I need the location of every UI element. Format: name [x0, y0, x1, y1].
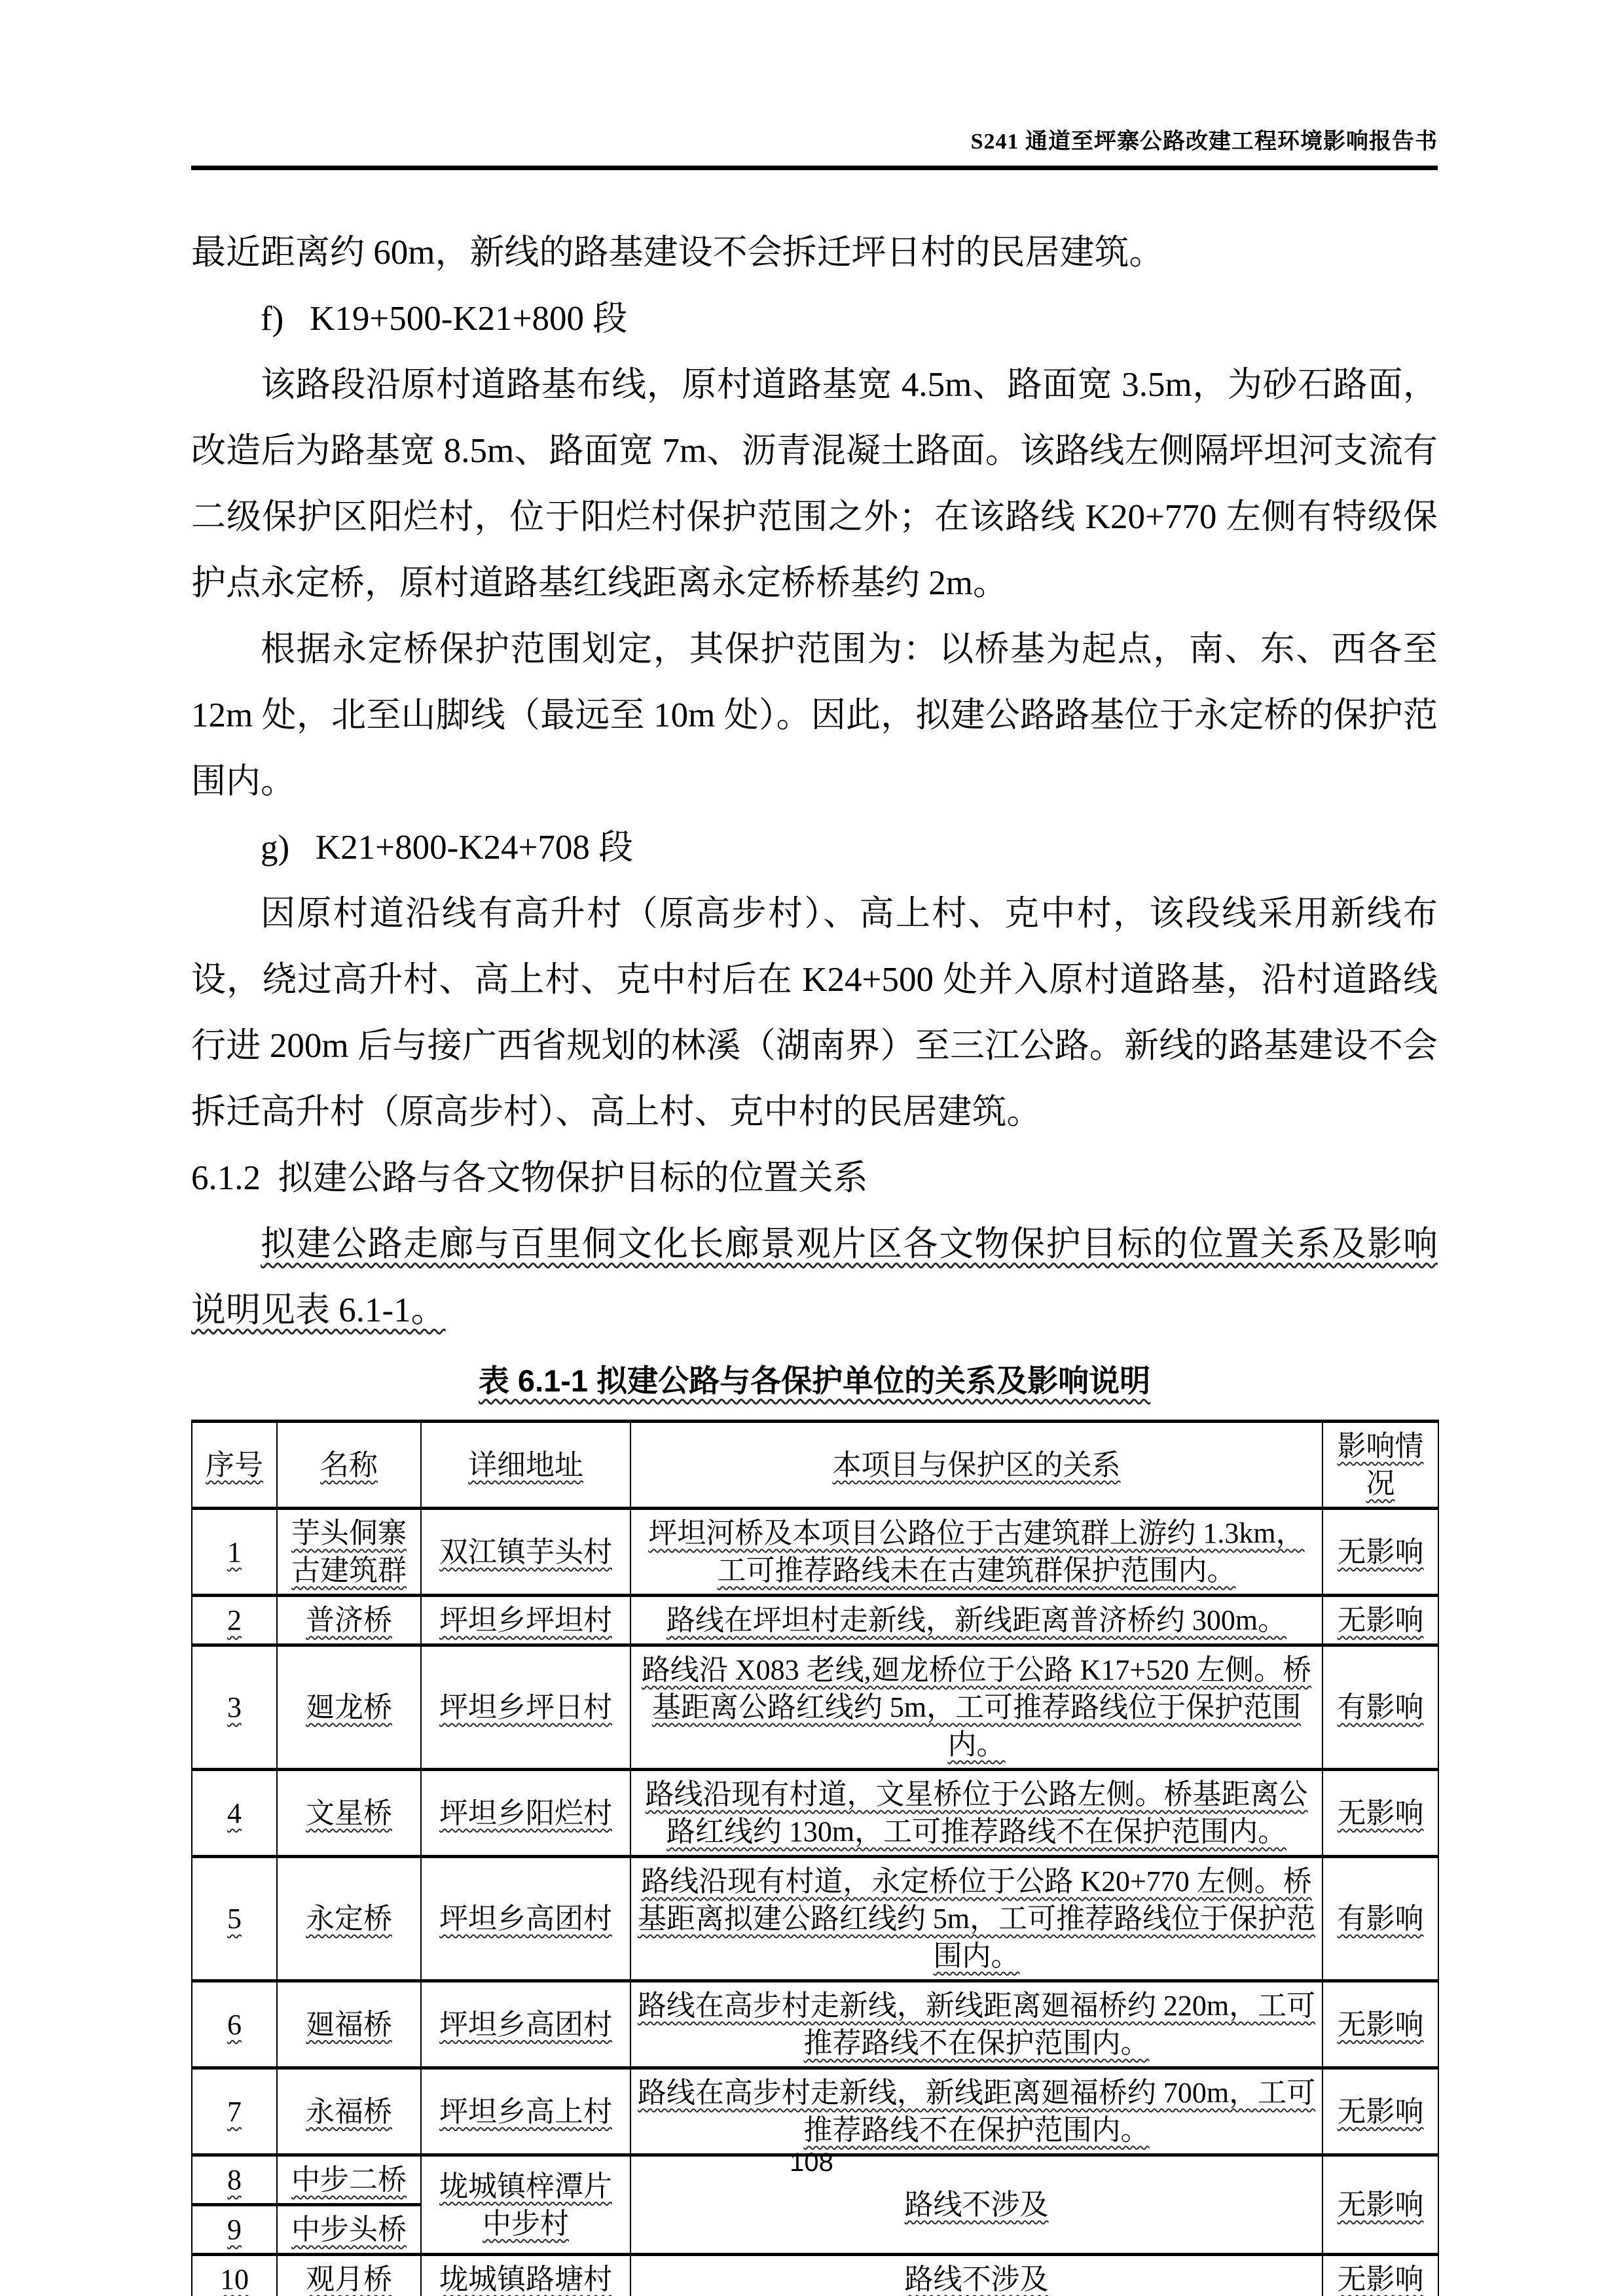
paragraph-yongding-bridge: 根据永定桥保护范围划定，其保护范围为：以桥基为起点，南、东、西各至 12m 处，北至山脚线（最远至 10m 处）。因此，拟建公路路基位于永定桥的保护范围内。 — [191, 630, 1438, 800]
section-heading-6-1-2: 6.1.2 拟建公路与各文物保护目标的位置关系 — [191, 1159, 868, 1197]
cell-no: 8 — [192, 2155, 277, 2205]
column-header-no: 序号 — [192, 1422, 277, 1509]
paragraph-table-intro: 拟建公路走廊与百里侗文化长廊景观片区各文物保护目标的位置关系及影响说明见表 6.1-1。 — [191, 1225, 1438, 1329]
cell-name: 永定桥 — [277, 1857, 421, 1981]
table-row — [192, 2255, 1438, 2296]
cell-impact: 无影响 — [1322, 1770, 1438, 1857]
column-header-impact: 影响情况 — [1322, 1422, 1438, 1509]
cell-relation: 路线沿现有村道，文星桥位于公路左侧。桥基距离公路红线约 130m，工可推荐路线不在保护范围内。 — [630, 1770, 1322, 1857]
cell-impact: 无影响 — [1322, 2255, 1438, 2296]
table-row — [192, 1645, 1438, 1770]
cell-name: 廻龙桥 — [277, 1645, 421, 1770]
cell-address: 坪坦乡坪日村 — [421, 1645, 630, 1770]
cell-address-merged: 垅城镇梓潭片中步村 — [421, 2155, 630, 2255]
running-header — [191, 123, 1438, 170]
cell-no: 10 — [192, 2255, 277, 2296]
cell-relation: 路线不涉及 — [630, 2255, 1322, 2296]
cell-name: 芋头侗寨古建筑群 — [277, 1509, 421, 1596]
table-row — [192, 2068, 1438, 2155]
cell-relation: 坪坦河桥及本项目公路位于古建筑群上游约 1.3km，工可推荐路线未在古建筑群保护范围内。 — [630, 1509, 1322, 1596]
cell-impact: 无影响 — [1322, 1596, 1438, 1645]
page-number: 108 — [790, 2148, 833, 2177]
column-header-name: 名称 — [277, 1422, 421, 1509]
table-row — [192, 1596, 1438, 1645]
cell-name: 廻福桥 — [277, 1981, 421, 2068]
cell-no: 9 — [192, 2205, 277, 2255]
table-header-row — [192, 1422, 1438, 1509]
cell-impact-merged: 无影响 — [1322, 2155, 1438, 2255]
cell-no: 2 — [192, 1596, 277, 1645]
cell-no: 4 — [192, 1770, 277, 1857]
table-row — [192, 1509, 1438, 1596]
cell-no: 1 — [192, 1509, 277, 1596]
cell-address: 坪坦乡阳烂村 — [421, 1770, 630, 1857]
cell-relation: 路线沿现有村道，永定桥位于公路 K20+770 左侧。桥基距离拟建公路红线约 5m，工可推荐路线位于保护范围内。 — [630, 1857, 1322, 1981]
cell-impact: 有影响 — [1322, 1645, 1438, 1770]
paragraph-section-f: 该路段沿原村道路基布线，原村道路基宽 4.5m、路面宽 3.5m，为砂石路面，改造后为路基宽 8.5m、路面宽 7m、沥青混凝土路面。该路线左侧隔坪坦河支流有二级保护区阳烂村，位于阳烂村保护范围之外；在该路线 K20+770 左侧有特级保护点永定桥，原村道路基红线距离永定桥桥基约 2m。 — [191, 366, 1438, 602]
list-item-f: f) K19+500-K21+800 段 — [261, 300, 628, 338]
cell-name: 普济桥 — [277, 1596, 421, 1645]
cell-relation: 路线在高步村走新线，新线距离廻福桥约 220m，工可推荐路线不在保护范围内。 — [630, 1981, 1322, 2068]
column-header-address: 详细地址 — [421, 1422, 630, 1509]
cell-impact: 无影响 — [1322, 2068, 1438, 2155]
paragraph-section-g: 因原村道沿线有高升村（原高步村）、高上村、克中村，该段线采用新线布设，绕过高升村、高上村、克中村后在 K24+500 处并入原村道路基，沿村道路线行进 200m 后与接广西省规划的林溪（湖南界）至三江公路。新线的路基建设不会拆迁高升村（原高步村）、高上村、克中村的民居建筑。 — [191, 895, 1438, 1131]
running-header-title: S241 通道至坪寨公路改建工程环境影响报告书 — [970, 130, 1438, 154]
table-row — [192, 1981, 1438, 2068]
cell-impact: 无影响 — [1322, 1509, 1438, 1596]
cell-address: 坪坦乡高团村 — [421, 1981, 630, 2068]
cell-no: 7 — [192, 2068, 277, 2155]
cell-address: 坪坦乡高上村 — [421, 2068, 630, 2155]
list-item-g: g) K21+800-K24+708 段 — [261, 829, 634, 867]
body-text — [191, 220, 1438, 2296]
cell-no: 3 — [192, 1645, 277, 1770]
cell-no: 6 — [192, 1981, 277, 2068]
cell-impact: 无影响 — [1322, 1981, 1438, 2068]
cell-name: 中步头桥 — [277, 2205, 421, 2255]
cell-address: 坪坦乡坪坦村 — [421, 1596, 630, 1645]
cell-name: 永福桥 — [277, 2068, 421, 2155]
paragraph-continuation: 最近距离约 60m，新线的路基建设不会拆迁坪日村的民居建筑。 — [191, 234, 1164, 272]
cell-impact: 有影响 — [1322, 1857, 1438, 1981]
table-row — [192, 1857, 1438, 1981]
cell-relation-merged: 路线不涉及 — [630, 2155, 1322, 2255]
cell-name: 文星桥 — [277, 1770, 421, 1857]
cell-relation: 路线沿 X083 老线,廻龙桥位于公路 K17+520 左侧。桥基距离公路红线约 5m，工可推荐路线位于保护范围内。 — [630, 1645, 1322, 1770]
cell-name: 中步二桥 — [277, 2155, 421, 2205]
cell-name: 观月桥 — [277, 2255, 421, 2296]
cell-address: 坪坦乡高团村 — [421, 1857, 630, 1981]
cell-address: 双江镇芋头村 — [421, 1509, 630, 1596]
column-header-relation: 本项目与保护区的关系 — [630, 1422, 1322, 1509]
cell-relation: 路线在坪坦村走新线，新线距离普济桥约 300m。 — [630, 1596, 1322, 1645]
table-caption-text: 表 6.1-1 拟建公路与各保护单位的关系及影响说明 — [478, 1363, 1151, 1398]
table-row — [192, 1770, 1438, 1857]
cell-relation: 路线在高步村走新线，新线距离廻福桥约 700m，工可推荐路线不在保护范围内。 — [630, 2068, 1322, 2155]
cell-no: 5 — [192, 1857, 277, 1981]
cell-address: 垅城镇路塘村 — [421, 2255, 630, 2296]
table-caption — [191, 1359, 1438, 1403]
